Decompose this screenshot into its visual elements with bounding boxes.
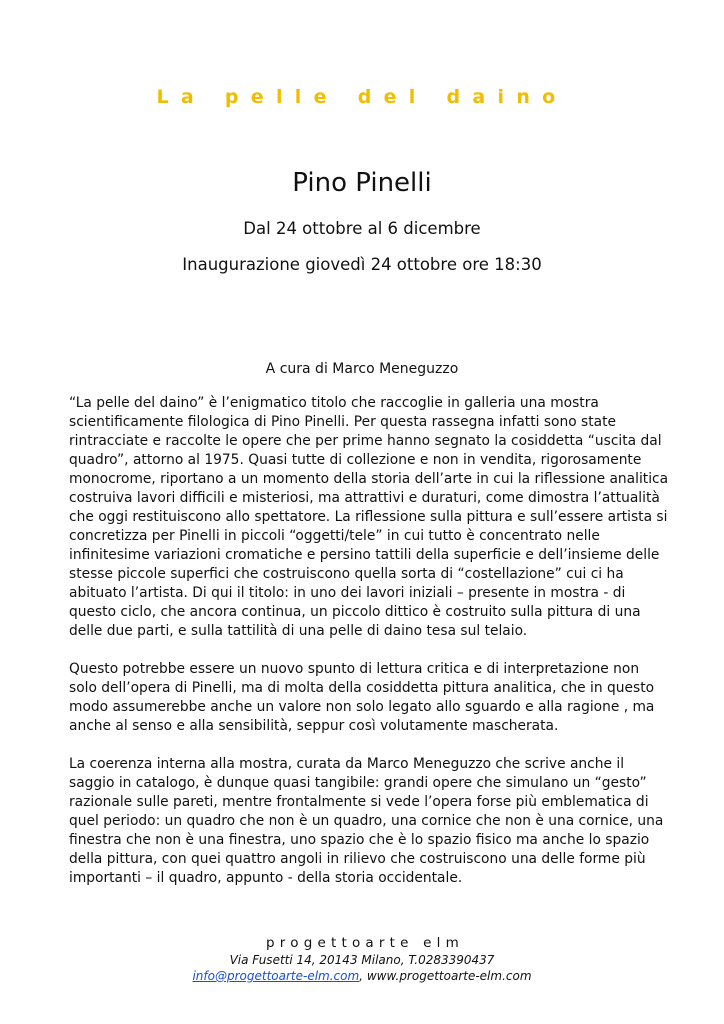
curator-line: A cura di Marco Meneguzzo (265, 361, 459, 377)
gallery-contacts (0, 968, 724, 984)
gallery-name: progettoarte elm (266, 935, 464, 951)
body-paragraph-1: “La pelle del daino” è l’enigmatico titolo che raccoglie in galleria una mostra scientificamente filologica di Pino Pinelli. Per questa rassegna infatti sono state rintracciate e raccolte le opere che per prime hanno segnato la cosiddetta “uscita dal quadro”, attorno al 1975. Quasi tutte di collezione e non in vendita, rigorosamente monocrome, riportano a un momento della storia dell’arte in cui la riflessione analitica costruiva lavori difficili e misteriosi, ma attrattivi e duraturi, come dimostra l’attualità che oggi restituiscono allo spettatore. La riflessione sulla pittura e sull’essere artista si concretizza per Pinelli in piccoli “oggetti/tele” in cui tutto è concentrato nelle infinitesime variazioni cromatiche e persino tattili della superficie e dell’insieme delle stesse piccole superfici che costruiscono quella sorta di “costellazione” cui ci ha abituato l’artista. Di qui il titolo: in uno dei lavori iniziali – presente in mostra - di questo ciclo, che ancora continua, un piccolo dittico è costruito sulla pittura di una delle due parti, e sulla tattilità di una pelle di daino tesa sul telaio. (69, 395, 669, 639)
body-text (69, 394, 669, 907)
website-text: www.progettoarte-elm.com (366, 969, 532, 983)
exhibition-title: La pelle del daino (156, 86, 568, 108)
body-paragraph-2: Questo potrebbe essere un nuovo spunto di lettura critica e di interpretazione non solo dell’opera di Pinelli, ma di molta della cosiddetta pittura analitica, che in questo modo assumerebbe anche un valore non solo legato allo sguardo e alla ragione , ma anche al senso e alla sensibilità, seppur così volutamente mascherata. (69, 661, 655, 734)
artist-name: Pino Pinelli (292, 168, 432, 198)
exhibition-dates: Dal 24 ottobre al 6 dicembre (243, 219, 481, 238)
footer (0, 935, 724, 984)
contact-separator: , (359, 969, 367, 983)
gallery-address: Via Fusetti 14, 20143 Milano, T.0283390437 (229, 953, 495, 967)
opening-info: Inaugurazione giovedì 24 ottobre ore 18:30 (182, 255, 542, 274)
body-paragraph-3: La coerenza interna alla mostra, curata da Marco Meneguzzo che scrive anche il saggio in catalogo, è dunque quasi tangibile: grandi opere che simulano un “gesto” razionale sulle pareti, mentre frontalmente si vede l’opera forse più emblematica di quel periodo: un quadro che non è un quadro, una cornice che non è una cornice, una finestra che non è una finestra, uno spazio che è lo spazio fisico ma anche lo spazio della pittura, con quei quattro angoli in rilievo che costruiscono una delle forme più importanti – il quadro, appunto - della storia occidentale. (69, 756, 664, 886)
email-link[interactable]: info@progettoarte-elm.com (192, 969, 360, 983)
